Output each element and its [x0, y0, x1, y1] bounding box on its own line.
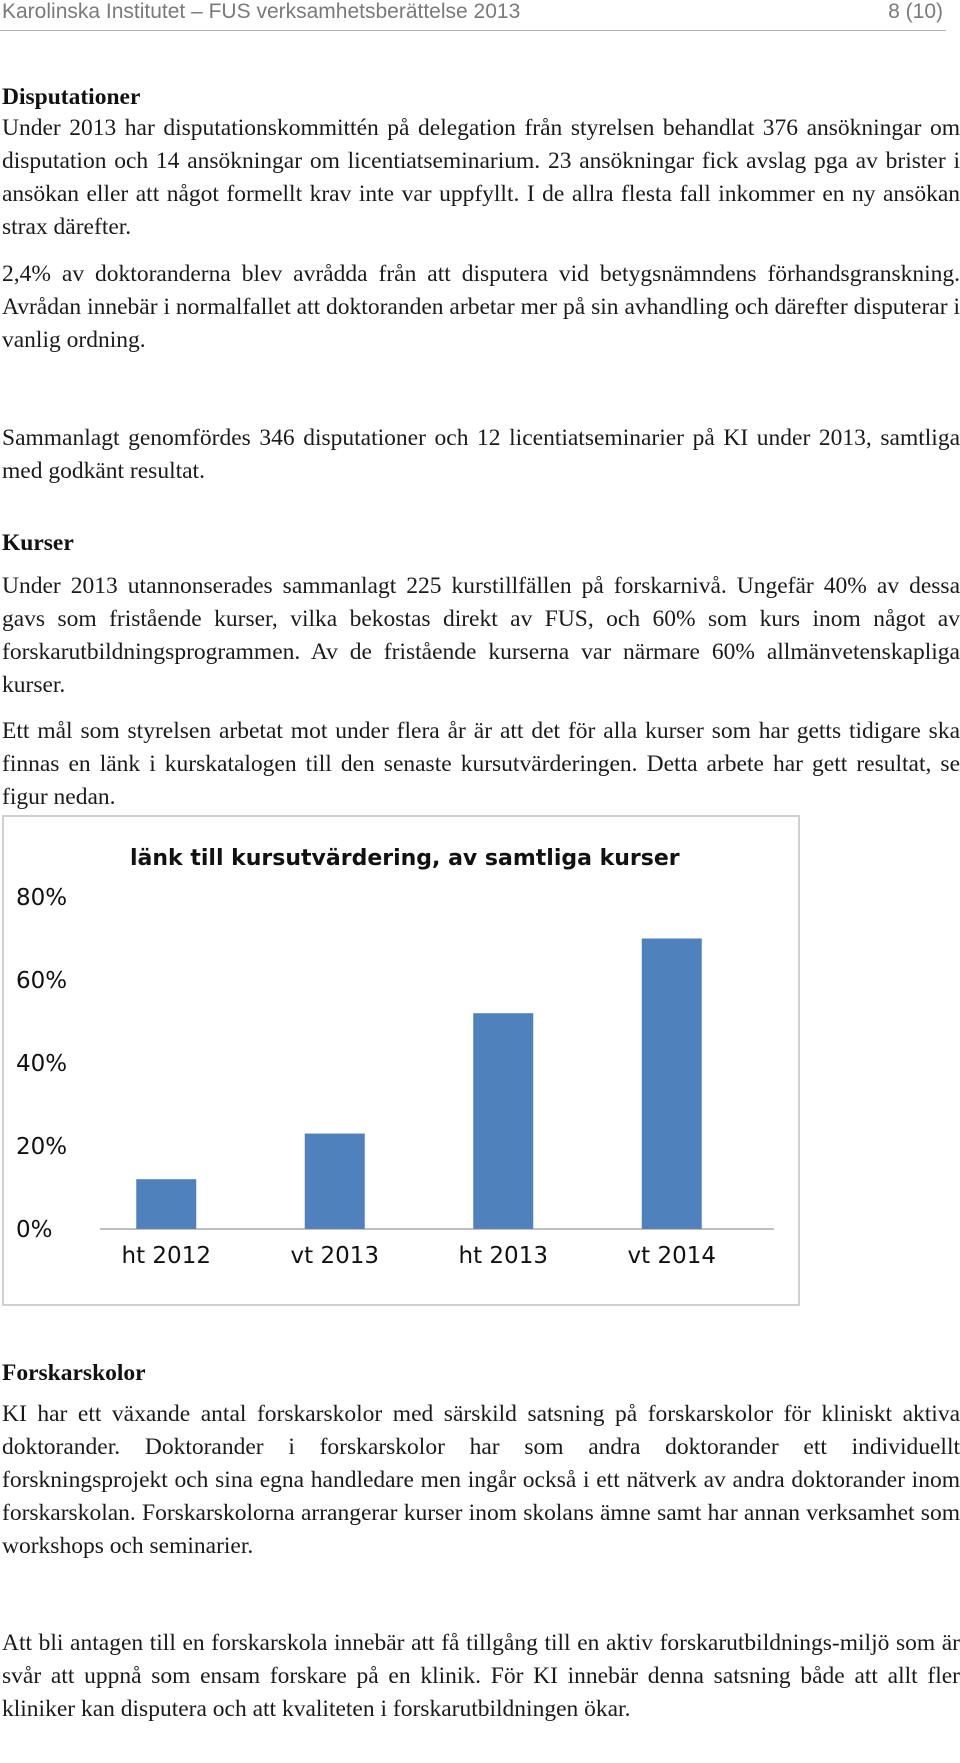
paragraph-disputationer-1: Under 2013 har disputationskommittén på delegation från styrelsen behandlat 376 ansökningar om disputation och 14 ansökningar om licentiatseminarium. 23 ansökningar fick avslag pga av brister i ansökan eller att något formellt krav inte var uppfyllt. I de allra flesta fall inkommer en ny ansökan strax därefter. [2, 115, 960, 240]
header-title: Karolinska Institutet – FUS verksamhetsberättelse 2013 [2, 0, 521, 23]
paragraph-forskarskolor-1: KI har ett växande antal forskarskolor med särskild satsning på forskarskolor för kliniskt aktiva doktorander. Doktorander i forskarskolor har som andra doktorander ett individuellt forskningsprojekt och sina egna handledare men ingår också i ett nätverk av andra doktorander inom forskarskolan. Forskarskolorna arrangerar kurser inom skolans ämne samt har annan verksamhet som workshops och seminarier. [2, 1401, 960, 1559]
bar-chart [2, 815, 800, 1306]
heading-disputationer: Disputationer [2, 84, 141, 110]
chart-svg [4, 817, 798, 1304]
x-tick-label: vt 2013 [290, 1243, 379, 1269]
page-number: 8 (10) [888, 0, 943, 23]
bar [473, 1013, 533, 1229]
chart-title: länk till kursutvärdering, av samtliga kurser [130, 846, 680, 871]
y-tick-label: 60% [16, 968, 68, 994]
page-header [0, 0, 946, 31]
paragraph-kurser-2: Ett mål som styrelsen arbetat mot under flera år är att det för alla kurser som har getts tidigare ska finnas en länk i kurskatalogen till den senaste kursutvärderingen. Detta arbete har gett resultat, se figur nedan. [2, 718, 960, 810]
heading-kurser: Kurser [2, 530, 74, 556]
paragraph-forskarskolor-2: Att bli antagen till en forskarskola innebär att få tillgång till en aktiv forskarutbildnings-miljö som är svår att uppnå som ensam forskare på en klinik. För KI innebär denna satsning både att allt fler kliniker kan disputera och att kvaliteten i forskarutbildningen ökar. [2, 1630, 960, 1722]
x-tick-label: vt 2014 [627, 1243, 716, 1269]
y-tick-label: 20% [16, 1134, 68, 1160]
bar [642, 939, 702, 1230]
paragraph-kurser-1: Under 2013 utannonserades sammanlagt 225 kurstillfällen på forskarnivå. Ungefär 40% av dessa gavs som fristående kurser, vilka bekostas direkt av FUS, och 60% som kurs inom något av forskarutbildningsprogrammen. Av de fristående kurserna var närmare 60% allmänvetenskapliga kurser. [2, 573, 960, 698]
y-tick-label: 80% [16, 885, 68, 911]
y-tick-label: 0% [16, 1217, 53, 1243]
paragraph-disputationer-2: 2,4% av doktoranderna blev avrådda från att disputera vid betygsnämndens förhandsgranskning. Avrådan innebär i normalfallet att doktoranden arbetar mer på sin avhandling och därefter disputerar i vanlig ordning. [2, 261, 960, 353]
x-tick-label: ht 2013 [458, 1243, 548, 1269]
bar [136, 1179, 196, 1229]
x-tick-label: ht 2012 [121, 1243, 211, 1269]
y-tick-label: 40% [16, 1051, 68, 1077]
paragraph-disputationer-3: Sammanlagt genomfördes 346 disputationer och 12 licentiatseminarier på KI under 2013, samtliga med godkänt resultat. [2, 425, 960, 484]
bar [305, 1134, 365, 1229]
heading-forskarskolor: Forskarskolor [2, 1360, 146, 1386]
